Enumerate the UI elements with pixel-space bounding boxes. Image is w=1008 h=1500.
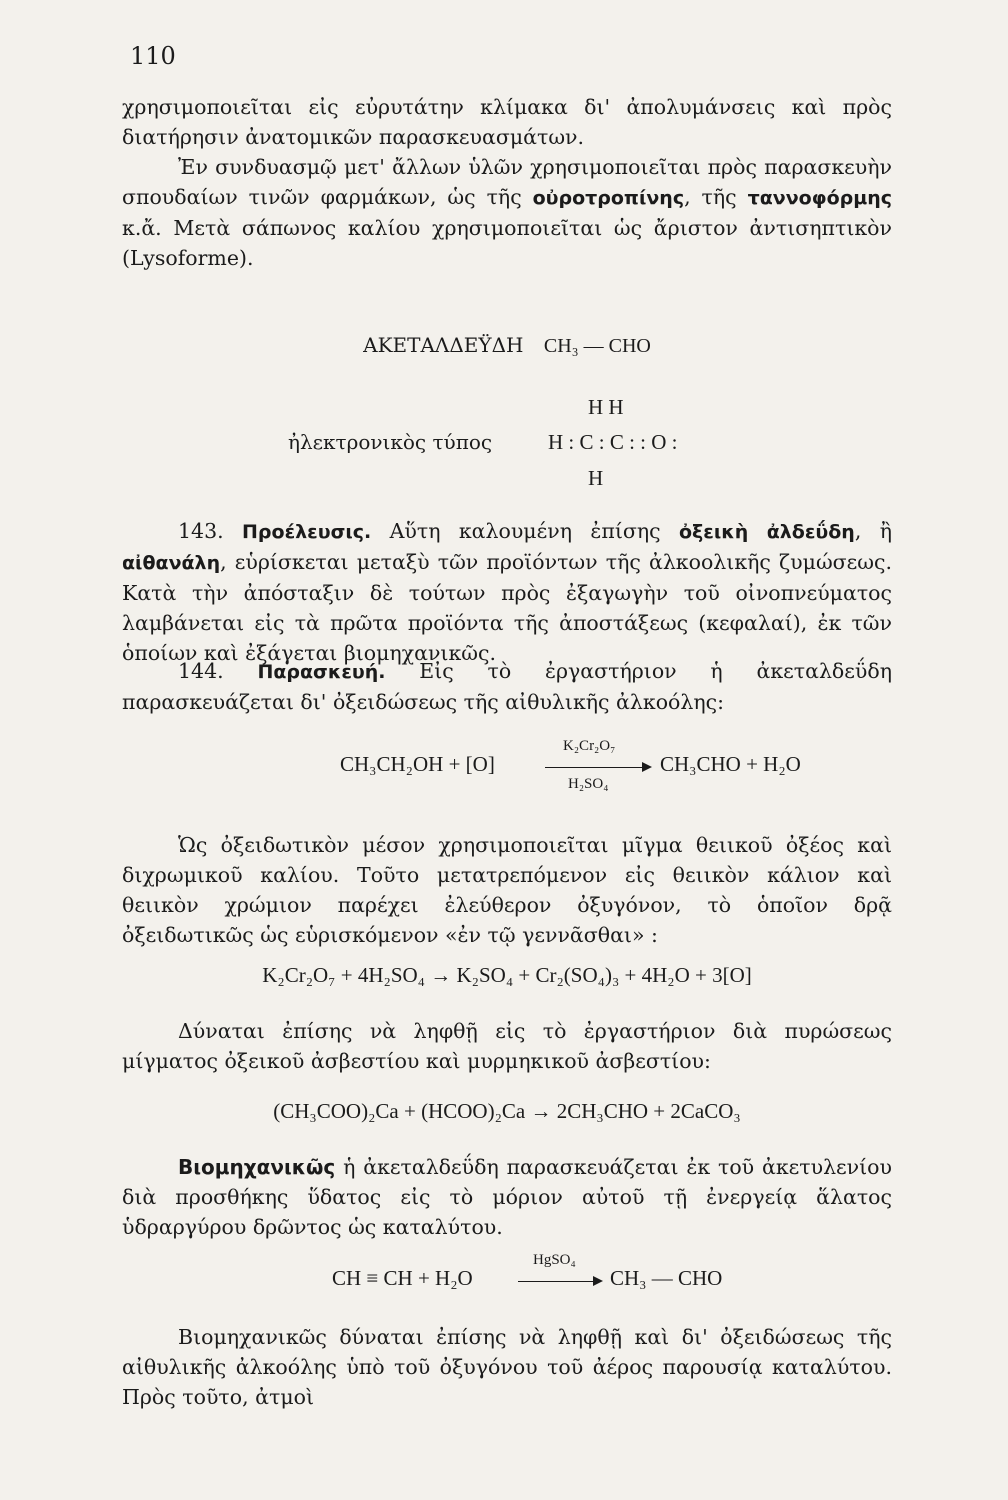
equation-1-reactants: CH₃CH₂OH + [O] <box>340 752 495 776</box>
paragraph-industrial-oxidation: Βιομηχανικῶς δύναται ἐπίσης νὰ ληφθῇ καὶ δι' ὀξειδώσεως τῆς αἰθυλικῆς ἀλκοόλης ὑπὸ τοῦ ὀξυγόνου τοῦ ἀέρος παρουσίᾳ καταλύτου. Πρὸς τοῦτο, ἀτμοὶ <box>122 1325 892 1409</box>
equation-4-catalyst: HgSO₄ <box>533 1252 576 1268</box>
lewis-label: ἠλεκτρονικὸς τύπος <box>288 430 493 454</box>
paragraph-oxidant: Ὡς ὀξειδωτικὸν μέσον χρησιμοποιεῖται μῖγμα θειικοῦ ὀξέος καὶ διχρωμικοῦ καλίου. Τοῦτο μετατρεπόμενον εἰς θειικὸν κάλιον καὶ θειικὸν χρώμιον παρέχει ἐλεύθερον ὀξυγόνον, τὸ ὁποῖον δρᾷ ὀξειδωτικῶς ὡς εὑρισκόμενον «ἐν τῷ γεννᾶσθαι» : <box>122 833 892 947</box>
equation-4-products: CH₃ — CHO <box>610 1266 723 1290</box>
section-143-number: 143. <box>178 519 224 543</box>
lewis-structure: H : C : C : : O : <box>548 430 678 454</box>
heading-name: ΑΚΕΤΑΛΔΕΫΔΗ <box>363 333 524 357</box>
page-number: 110 <box>130 42 176 70</box>
section-143: 143. Προέλευσις. Αὕτη καλουμένη ἐπίσης ὀξεικὴ ἀλδεΰδη, ἢ αἰθανάλη, εὑρίσκεται μεταξὺ τῶν προϊόντων τῆς ἀλκοολικῆς ζυμώσεως. Κατὰ τὴν ἀπόσταξιν δὲ τούτων πρὸς ἐξαγωγὴν τοῦ οἰνοπνεύματος λαμβάνεται εἰς τὰ πρῶτα προϊόντα τῆς ἀποστάξεως (κεφαλαί), ἐκ τῶν ὁποίων καὶ ἐξάγεται βιομηχανικῶς. <box>122 519 892 665</box>
lewis-bottom-hydrogen: H <box>588 466 604 490</box>
paragraph-industrial: Βιομηχανικῶς ἡ ἀκεταλδεΰδη παρασκευάζεται ἐκ τοῦ ἀκετυλενίου διὰ προσθήκης ὕδατος εἰς τὸ μόριον αὐτοῦ τῇ ἐνεργείᾳ ἅλατος ὑδραργύρου δρῶντος ὡς καταλύτου. <box>122 1155 892 1239</box>
equation-1-catalyst: K₂Cr₂O₇ <box>563 738 616 754</box>
term-tannoform: ταννοφόρμης <box>747 187 892 209</box>
equation-1-acid: H₂SO₄ <box>568 776 609 792</box>
industrial-title: Βιομηχανικῶς <box>178 1155 336 1179</box>
equation-1-arrow-head <box>642 762 652 772</box>
equation-4-arrow-head <box>593 1276 603 1286</box>
paragraph-uses: Ἐν συνδυασμῷ μετ' ἄλλων ὑλῶν χρησιμοποιεῖται πρὸς παρασκευὴν σπουδαίων τινῶν φαρμάκων, ὡς τῆς οὐροτροπίνης, τῆς ταννοφόρμης κ.ἄ. Μετὰ σάπωνος καλίου χρησιμοποιεῖται ὡς ἄριστον ἀντισηπτικὸν (Lysoforme). <box>122 155 892 270</box>
section-143-title: Προέλευσις. <box>242 521 372 543</box>
equation-4-reactants: CH ≡ CH + H₂O <box>332 1266 473 1290</box>
paragraph-preservation: χρησιμοποιεῖται εἰς εὐρυτάτην κλίμακα δι' ἀπολυμάνσεις καὶ πρὸς διατήρησιν ἀνατομικῶν παρασκευασμάτων. <box>122 95 892 149</box>
heading-formula: CH₃ — CHO <box>543 335 651 357</box>
section-144-number: 144. <box>178 659 224 683</box>
equation-4-arrow-line <box>518 1281 596 1282</box>
section-144-title: Παρασκευή. <box>257 661 386 683</box>
section-heading <box>122 330 892 361</box>
paragraph-pyrolysis: Δύναται ἐπίσης νὰ ληφθῇ εἰς τὸ ἐργαστήριον διὰ πυρώσεως μίγματος ὀξεικοῦ ἀσβεστίου καὶ μυρμηκικοῦ ἀσβεστίου: <box>122 1019 892 1073</box>
term-urotropine: οὐροτροπίνης <box>532 187 685 209</box>
equation-2: K₂Cr₂O₇ + 4H₂SO₄ → K₂SO₄ + Cr₂(SO₄)₃ + 4H₂O + 3[O] <box>262 963 752 987</box>
equation-3: (CH₃COO)₂Ca + (HCOO)₂Ca → 2CH₃CHO + 2CaCO₃ <box>273 1099 741 1123</box>
equation-1-products: CH₃CHO + H₂O <box>660 752 801 776</box>
lewis-top-hydrogens: H H <box>588 395 624 419</box>
term-ethanal: αἰθανάλη <box>122 552 221 574</box>
section-144: 144. Παρασκευή. Εἰς τὸ ἐργαστήριον ἡ ἀκεταλδεΰδη παρασκευάζεται δι' ὀξειδώσεως τῆς αἰθυλικῆς ἀλκοόλης: <box>122 659 892 714</box>
term-acetic-aldehyde: ὀξεικὴ ἀλδεΰδη <box>678 521 855 543</box>
equation-1-arrow-line <box>545 767 645 768</box>
